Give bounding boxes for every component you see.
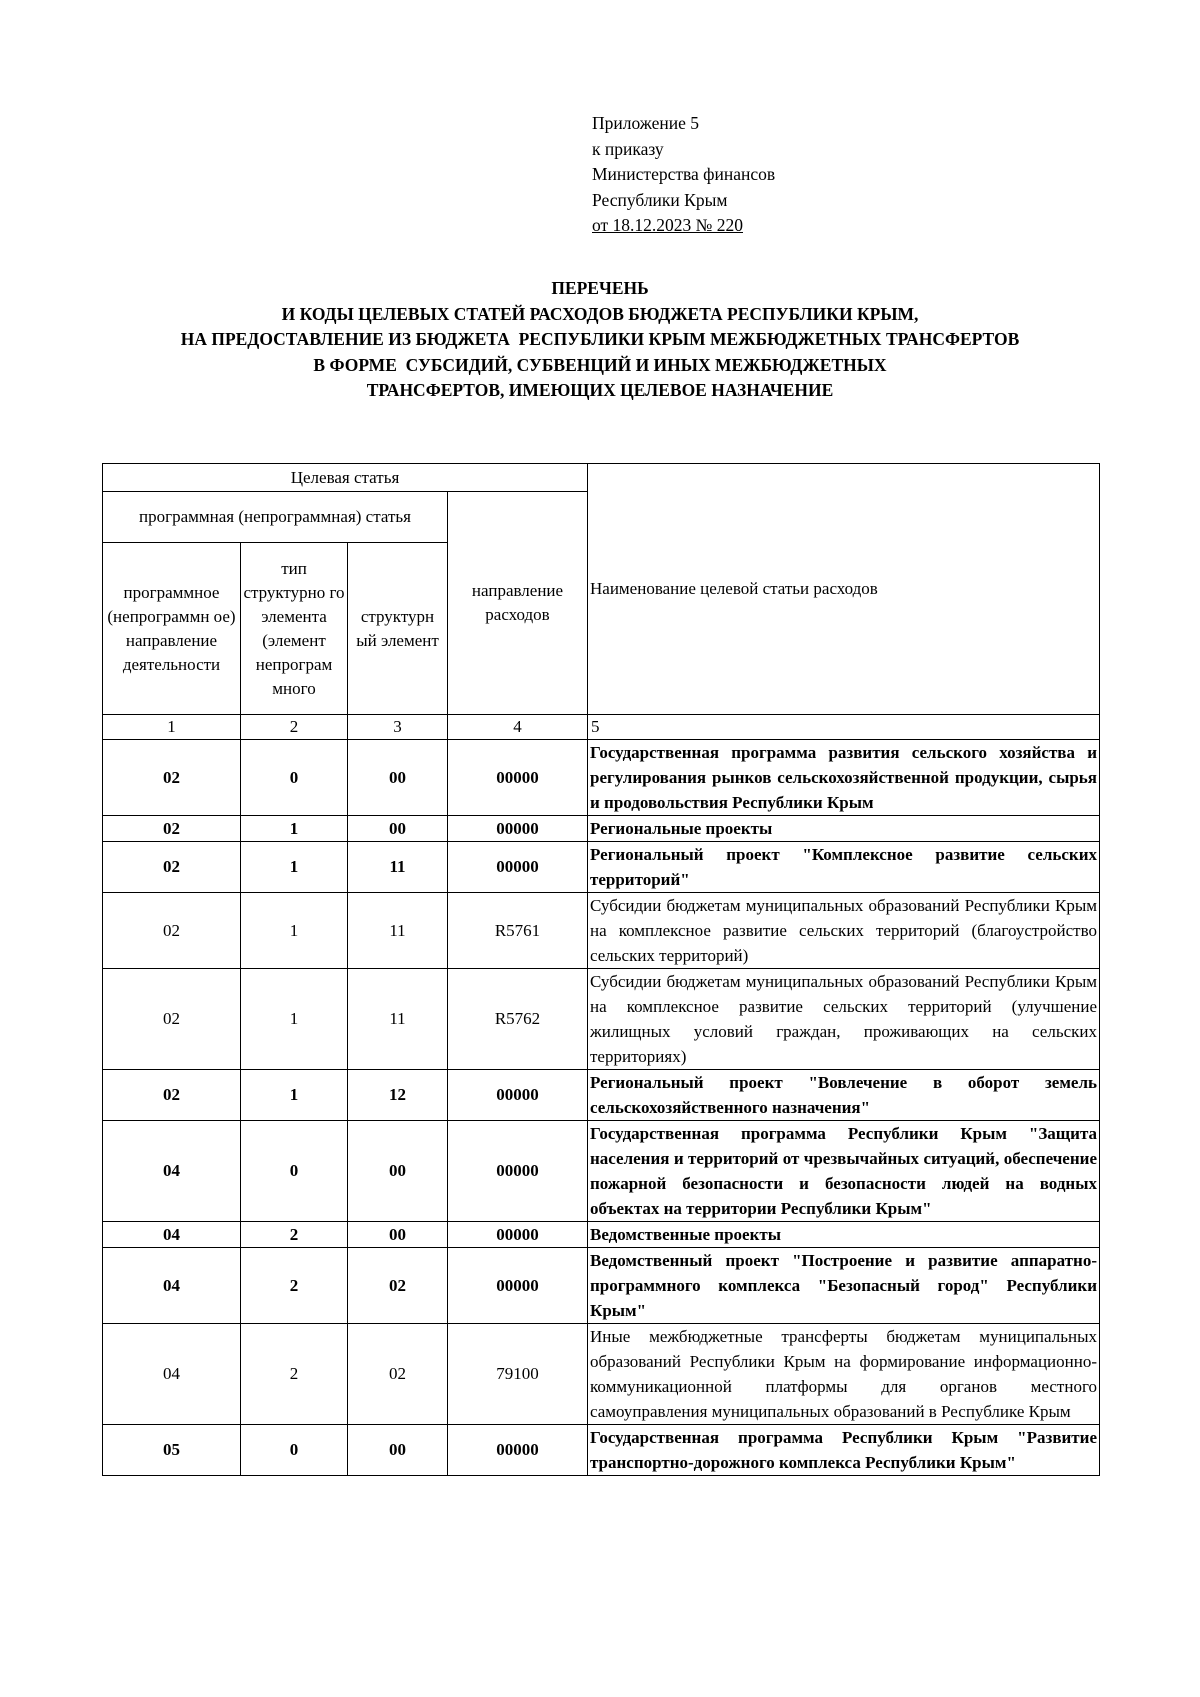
column-number-row <box>103 715 1100 740</box>
direction-code: 00000 <box>448 1121 588 1222</box>
header-structural-element-type: тип структурно го элемента (элемент непрограм много <box>243 558 345 698</box>
direction-code: 00000 <box>448 842 588 893</box>
program-code: 04 <box>103 1121 241 1222</box>
appendix-block <box>592 111 775 239</box>
header-expense-direction: направление расходов <box>448 492 588 715</box>
header-structural-element-type-cell <box>241 543 348 715</box>
title-line-5: ТРАНСФЕРТОВ, ИМЕЮЩИХ ЦЕЛЕВОЕ НАЗНАЧЕНИЕ <box>366 380 834 400</box>
element-type-code: 0 <box>241 1425 348 1476</box>
program-code: 02 <box>103 740 241 816</box>
table-row <box>103 816 1100 842</box>
article-name: Иные межбюджетные трансферты бюджетам муниципальных образований Республики Крым на формирование информационно-коммуникационной платформы для органов местного самоуправления муниципальных образований в Республике Крым <box>588 1324 1100 1425</box>
column-number: 1 <box>103 715 241 740</box>
element-type-code: 2 <box>241 1248 348 1324</box>
element-code: 00 <box>348 816 448 842</box>
element-code: 11 <box>348 842 448 893</box>
article-name: Государственная программа Республики Крым "Защита населения и территорий от чрезвычайных ситуаций, обеспечение пожарной безопасности и безопасности людей на водных объектах на территории Республики Крым" <box>588 1121 1100 1222</box>
program-code: 04 <box>103 1248 241 1324</box>
article-name: Ведомственный проект "Построение и развитие аппаратно-программного комплекса "Безопасный город" Республики Крым" <box>588 1248 1100 1324</box>
appendix-line-4: Республики Крым <box>592 189 728 210</box>
header-structural-element: структурн ый элемент <box>348 543 448 715</box>
element-type-code: 1 <box>241 816 348 842</box>
article-name: Региональный проект "Вовлечение в оборот земель сельскохозяйственного назначения" <box>588 1070 1100 1121</box>
element-code: 00 <box>348 1222 448 1248</box>
element-type-code: 2 <box>241 1324 348 1425</box>
table-row <box>103 740 1100 816</box>
element-code: 11 <box>348 969 448 1070</box>
element-code: 02 <box>348 1248 448 1324</box>
element-type-code: 2 <box>241 1222 348 1248</box>
direction-code: 00000 <box>448 1248 588 1324</box>
program-code: 02 <box>103 969 241 1070</box>
appendix-order-date: от 18.12.2023 № 220 <box>592 215 743 235</box>
direction-code: 00000 <box>448 816 588 842</box>
header-target-article: Целевая статья <box>103 464 588 492</box>
column-number: 3 <box>348 715 448 740</box>
program-code: 02 <box>103 842 241 893</box>
program-code: 02 <box>103 893 241 969</box>
table-row <box>103 1070 1100 1121</box>
column-number: 4 <box>448 715 588 740</box>
table-row <box>103 1222 1100 1248</box>
column-number: 2 <box>241 715 348 740</box>
appendix-line-3: Министерства финансов <box>592 164 776 184</box>
header-program-direction: программное (непрограммн ое) направление деятельности <box>103 543 241 715</box>
table-row <box>103 1121 1100 1222</box>
element-type-code: 1 <box>241 842 348 893</box>
title-line-1: ПЕРЕЧЕНЬ <box>551 278 649 298</box>
program-code: 04 <box>103 1222 241 1248</box>
appendix-line-2: к приказу <box>592 138 664 159</box>
element-type-code: 1 <box>241 969 348 1070</box>
direction-code: R5761 <box>448 893 588 969</box>
table-header <box>103 464 1100 740</box>
column-number: 5 <box>588 715 1100 740</box>
element-code: 12 <box>348 1070 448 1121</box>
element-code: 00 <box>348 1425 448 1476</box>
title-line-4: В ФОРМЕ СУБСИДИЙ, СУБВЕНЦИЙ И ИНЫХ МЕЖБЮДЖЕТНЫХ <box>313 354 887 375</box>
direction-code: R5762 <box>448 969 588 1070</box>
header-program-article: программная (непрограммная) статья <box>103 492 448 543</box>
title-line-3: НА ПРЕДОСТАВЛЕНИЕ ИЗ БЮДЖЕТА РЕСПУБЛИКИ КРЫМ МЕЖБЮДЖЕТНЫХ ТРАНСФЕРТОВ <box>180 329 1020 349</box>
direction-code: 00000 <box>448 1070 588 1121</box>
title-line-2: И КОДЫ ЦЕЛЕВЫХ СТАТЕЙ РАСХОДОВ БЮДЖЕТА РЕСПУБЛИКИ КРЫМ, <box>281 303 919 324</box>
element-code: 00 <box>348 740 448 816</box>
article-name: Государственная программа развития сельского хозяйства и регулирования рынков сельскохозяйственной продукции, сырья и продовольствия Республики Крым <box>588 740 1100 816</box>
program-code: 02 <box>103 816 241 842</box>
direction-code: 00000 <box>448 1222 588 1248</box>
target-articles-table <box>102 463 1100 1476</box>
direction-code: 00000 <box>448 1425 588 1476</box>
table-row <box>103 1324 1100 1425</box>
article-name: Государственная программа Республики Крым "Развитие транспортно-дорожного комплекса Республики Крым" <box>588 1425 1100 1476</box>
table-row <box>103 1248 1100 1324</box>
element-code: 00 <box>348 1121 448 1222</box>
direction-code: 79100 <box>448 1324 588 1425</box>
table-row <box>103 1425 1100 1476</box>
article-name: Субсидии бюджетам муниципальных образований Республики Крым на комплексное развитие сельских территорий (улучшение жилищных условий граждан, проживающих на сельских территориях) <box>588 969 1100 1070</box>
table-body <box>103 740 1100 1476</box>
program-code: 04 <box>103 1324 241 1425</box>
document-title <box>0 276 1200 404</box>
header-name: Наименование целевой статьи расходов <box>588 464 1100 715</box>
article-name: Ведомственные проекты <box>588 1222 1100 1248</box>
element-type-code: 0 <box>241 740 348 816</box>
element-type-code: 0 <box>241 1121 348 1222</box>
element-code: 11 <box>348 893 448 969</box>
table-row <box>103 893 1100 969</box>
element-type-code: 1 <box>241 1070 348 1121</box>
article-name: Субсидии бюджетам муниципальных образований Республики Крым на комплексное развитие сельских территорий (благоустройство сельских территорий) <box>588 893 1100 969</box>
direction-code: 00000 <box>448 740 588 816</box>
article-name: Региональные проекты <box>588 816 1100 842</box>
program-code: 05 <box>103 1425 241 1476</box>
program-code: 02 <box>103 1070 241 1121</box>
article-name: Региональный проект "Комплексное развитие сельских территорий" <box>588 842 1100 893</box>
appendix-line-1: Приложение 5 <box>592 113 700 133</box>
table-row <box>103 969 1100 1070</box>
table-row <box>103 842 1100 893</box>
element-type-code: 1 <box>241 893 348 969</box>
element-code: 02 <box>348 1324 448 1425</box>
